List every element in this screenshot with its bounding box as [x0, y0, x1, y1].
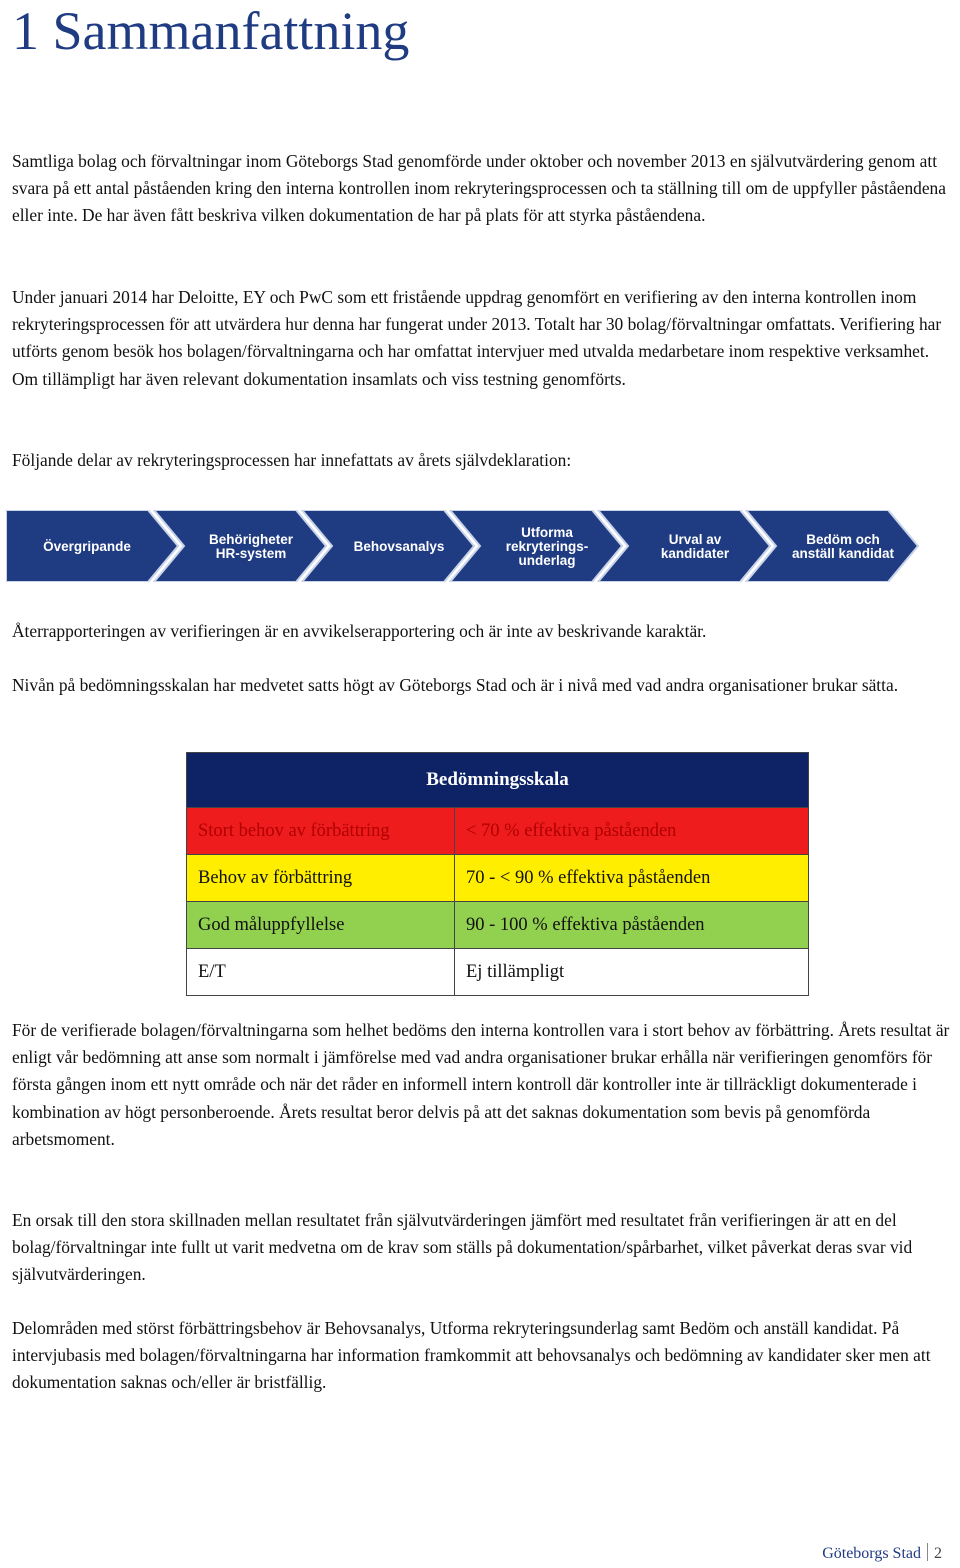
process-step-label: Utforma	[521, 525, 573, 540]
paragraph-reporting: Återrapporteringen av verifieringen är en avvikelserapportering och är inte av beskrivande karaktär.	[12, 621, 707, 641]
page-title: 1 Sammanfattning	[12, 1, 410, 61]
page-number: 2	[934, 1545, 942, 1562]
scale-row-label: Behov av förbättring	[187, 855, 455, 902]
scale-row-value: 90 - 100 % effektiva påståenden	[455, 902, 809, 949]
page-footer	[822, 1543, 942, 1563]
process-step	[302, 510, 474, 582]
process-diagram	[6, 510, 928, 582]
assessment-scale-table	[186, 752, 809, 996]
scale-row-value: 70 - < 90 % effektiva påståenden	[455, 855, 809, 902]
scale-row-label: God måluppfyllelse	[187, 902, 455, 949]
paragraph-improvement-areas: Delområden med störst förbättringsbehov är Behovsanalys, Utforma rekryteringsunderlag samt Bedöm och anställ kandidat. På intervjubasis med bolagen/förvaltningarna har information framkommit att behovsanalys och bedömning av kandidater sker men att dokumentation saknas och/eller är bristfällig.	[12, 1318, 931, 1393]
paragraph-difference: En orsak till den stora skillnaden mellan resultatet från självutvärderingen jämfört med resultatet från verifieringen är att en del bolag/förvaltningar inte fullt ut varit medvetna om de krav som ställs på dokumentation/spårbarhet, vilket påverkat deras svar vid självutvärderingen.	[12, 1210, 913, 1285]
footer-divider	[927, 1543, 928, 1561]
process-step	[450, 510, 622, 582]
process-step-label: HR-system	[215, 546, 287, 561]
process-step	[746, 510, 918, 582]
process-step-label: Övergripande	[43, 539, 131, 554]
scale-row	[187, 808, 809, 855]
process-step-label: rekryterings-	[505, 539, 589, 554]
footer-org: Göteborgs Stad	[822, 1545, 921, 1562]
process-step-label: anställ kandidat	[791, 546, 895, 561]
paragraph-process-intro: Följande delar av rekryteringsprocessen har innefattats av årets självdeklaration:	[12, 450, 572, 470]
process-step-label: kandidater	[660, 546, 730, 561]
process-step	[154, 510, 326, 582]
scale-row	[187, 902, 809, 949]
process-step-label: Urval av	[668, 532, 722, 547]
process-step-label: underlag	[518, 553, 576, 568]
scale-row-value: Ej tillämpligt	[455, 949, 809, 996]
scale-row-value: < 70 % effektiva påståenden	[455, 808, 809, 855]
paragraph-assessment: För de verifierade bolagen/förvaltningarna som helhet bedöms den interna kontrollen vara i stort behov av förbättring. Årets resultat är enligt vår bedömning att anse som normalt i jämförelse med vad andra organisationer brukar erhålla när verifieringen genomförs för första gången inom ett nytt område och när det råder en informell intern kontroll där kontroller inte är tillräckligt dokumenterade i kombination av högt personberoende. Årets resultat beror delvis på att det saknas dokumentation som bevis på genomförda arbetsmoment.	[12, 1020, 950, 1149]
process-step	[598, 510, 770, 582]
scale-row	[187, 855, 809, 902]
paragraph-intro: Samtliga bolag och förvaltningar inom Göteborgs Stad genomförde under oktober och november 2013 en självutvärdering genom att svara på ett antal påståenden kring den interna kontrollen inom rekryteringsprocessen och ta ställning till om de uppfyller påståendena eller inte. De har även fått beskriva vilken dokumentation de har på plats för att styrka påståendena.	[12, 151, 946, 226]
scale-row	[187, 949, 809, 996]
process-step	[6, 510, 178, 582]
paragraph-verification: Under januari 2014 har Deloitte, EY och PwC som ett fristående uppdrag genomfört en verifiering av den interna kontrollen inom rekryteringsprocessen för att utvärdera hur denna har fungerat under 2013. Totalt har 30 bolag/förvaltningar omfattats. Verifiering har utförts genom besök hos bolagen/förvaltningarna och har omfattat intervjuer med utvalda medarbetare inom respektive verksamhet. Om tillämpligt har även relevant dokumentation insamlats och viss testning genomförts.	[12, 287, 942, 389]
scale-table-header: Bedömningsskala	[187, 753, 809, 808]
process-step-label: Bedöm och	[806, 532, 880, 547]
process-step-label: Behörigheter	[208, 532, 294, 547]
paragraph-scale-level: Nivån på bedömningsskalan har medvetet satts högt av Göteborgs Stad och är i nivå med vad andra organisationer brukar sätta.	[12, 675, 899, 695]
scale-row-label: E/T	[187, 949, 455, 996]
process-step-label: Behovsanalys	[353, 539, 445, 554]
scale-row-label: Stort behov av förbättring	[187, 808, 455, 855]
